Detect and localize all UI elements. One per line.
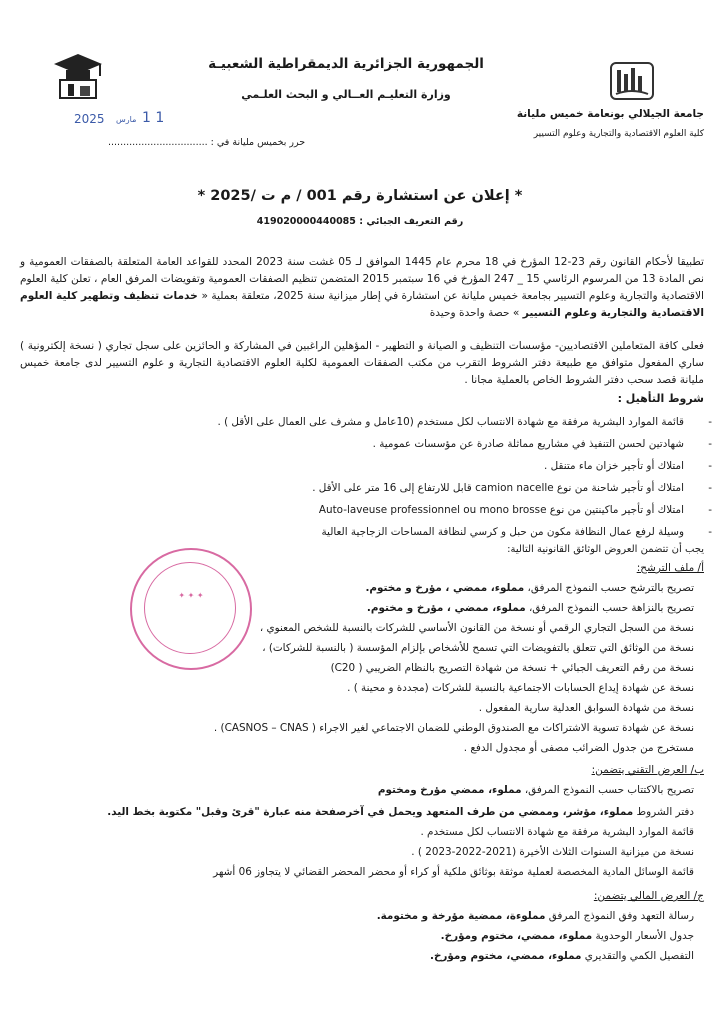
item-text: تصريح بالنزاهة حسب النموذج المرفق، xyxy=(525,602,694,614)
section-c-title-text: ج/ العرض المالي يتضمن: xyxy=(593,890,704,902)
section-a-item xyxy=(479,702,694,714)
university-logo-right xyxy=(610,62,654,100)
item-bold: مملوء، ممضي مؤرخ ومختوم xyxy=(377,784,522,796)
faculty-name: كلية العلوم الاقتصادية والتجارية وعلوم التسيير xyxy=(533,129,704,139)
intro-paragraph xyxy=(20,254,704,322)
item-text: قائمة الموارد البشرية مرفقة مع شهادة الانتساب لكل مستخدم . xyxy=(420,826,694,838)
section-a-item xyxy=(365,582,694,594)
university-logo-left xyxy=(52,50,104,102)
item-text: تصريح بالاكتتاب حسب النموذج المرفق، xyxy=(521,784,694,796)
section-a-item xyxy=(262,642,694,654)
intro-paragraph-2: فعلى كافة المتعاملين الاقتصاديين- مؤسسات التنظيف و الصيانة و التطهير - المؤهلين الراغبين في المشاركة و الحائزين على سجل تجاري ( نسخة إلكترونية ) ساري المفعول متوافق مع طبيعة دفتر الشروط التقرب من مكتب الصفقات العمومية لكلية العلوم الاقتصادية التجارية و علوم التسيير لدى جامعة خميس مليانة قصد سحب دفتر الشروط الخاص بالعملية مجانا . xyxy=(20,340,704,386)
section-b-title xyxy=(592,764,704,776)
item-text: قائمة الوسائل المادية المخصصة لعملية موثقة بوثائق ملكية أو كراء أو محضر المحضر القضائي لا يتجاوز 06 أشهر xyxy=(213,866,694,878)
item-text: تصريح بالترشح حسب النموذج المرفق، xyxy=(524,582,694,594)
section-b-item xyxy=(213,866,694,878)
item-bold: مملوء، ممضي، مختوم ومؤرخ. xyxy=(430,950,582,962)
section-b-item xyxy=(411,846,694,858)
section-a-item xyxy=(367,602,694,614)
announcement-title: * إعلان عن استشارة رقم 001 / م ت /2025 * xyxy=(197,188,523,204)
section-b-item xyxy=(107,806,694,818)
section-b-title-text: ب/ العرض التقني يتضمن: xyxy=(591,764,704,776)
republic-title: الجمهورية الجزائرية الديمقراطية الشعبيـة xyxy=(208,56,484,72)
item-bold: مملوء، مؤشر، وممضي من طرف المتعهد ويحمل في آخرصفحة منه عبارة "قرئ وقبل" مكتوبة بخط اليد. xyxy=(107,806,634,818)
item-text: جدول الأسعار الوحدوية xyxy=(592,930,694,942)
intro-operation-name: خدمات تنظيف وتطهير كلية العلوم الاقتصادية والتجارية وعلوم التسيير xyxy=(20,290,704,319)
tax-id: رقم التعريف الجبائي : 419020000440085 xyxy=(256,216,464,227)
intro-text-1: تطبيقا لأحكام القانون رقم 23-12 المؤرخ في 18 محرم عام 1445 الموافق لـ 05 غشت سنة 2023 المحدد للقواعد العامة المتعلقة بالصفقات العمومية و نص المادة 13 من المرسوم الرئاسي 15 _ 247 المؤرخ في 16 سبتمبر 2015 المتضمن تنظيم الصفقات العمومية وتفويضات المرفق العام ، تعلن كلية العلوم الاقتصادية والتجارية وعلوم التسيير بجامعة خميس مليانة عن استشارة في إطار ميزانية سنة 2025، متعلقة بعملية « xyxy=(20,256,705,302)
item-bold: مملوءة، ممضية مؤرخة و مختومة. xyxy=(376,910,546,922)
issued-at: حرر بخميس مليانة في : ................................. xyxy=(108,137,306,148)
item-text: نسخة من السجل التجاري الرقمي أو نسخة من القانون الأساسي للشركات بالنسبة للشخص المعنوي ، xyxy=(259,622,694,634)
section-a-item xyxy=(347,682,694,694)
official-stamp: ✦ ✦ ✦ xyxy=(130,548,252,670)
date-month: مارس xyxy=(116,115,137,124)
qualification-item: - قائمة الموارد البشرية مرفقة مع شهادة الانتساب لكل مستخدم (10عامل و مشرف على العمال على الأقل ) . xyxy=(217,416,684,428)
item-text: دفتر الشروط xyxy=(633,806,694,818)
date-day: 1 1 xyxy=(142,110,165,126)
qualification-item: - امتلاك أو تأجير خزان ماء متنقل . xyxy=(544,460,684,472)
item-text: التفصيل الكمي والتقديري xyxy=(581,950,694,962)
university-emblem-icon xyxy=(612,64,652,98)
date-year: 2025 xyxy=(74,112,105,126)
item-text: نسخة عن شهادة تسوية الاشتراكات مع الصندوق الوطني للضمان الاجتماعي لغير الاجراء ( CASNOS – CNAS) . xyxy=(213,722,694,734)
qualification-item: - شهادتين لحسن التنفيذ في مشاريع مماثلة صادرة عن مؤسسات عمومية . xyxy=(373,438,684,450)
qualification-item: - امتلاك أو تأجير ماكينتين من نوع Auto-laveuse professionnel ou mono brosse xyxy=(319,504,684,516)
qualifications-title: شروط التأهيل : xyxy=(617,392,704,405)
university-name: جامعة الجيلالي بونعامة خميس مليانة xyxy=(516,108,704,120)
item-text: نسخة من رقم التعريف الجبائي + نسخة من شهادة التصريح بالنظام الضريبي ( C20) xyxy=(330,662,694,674)
section-c-item xyxy=(377,910,694,922)
section-a-item xyxy=(331,662,694,674)
item-text: مستخرج من جدول الضرائب مصفى أو مجدول الدفع . xyxy=(463,742,694,754)
section-b-item xyxy=(420,826,694,838)
ministry-title: وزارة التعليـم العــالي و البحث العلـمي xyxy=(241,88,451,101)
intro-text-2: » حصة واحدة وحيدة xyxy=(429,307,523,319)
item-text: رسالة التعهد وفق النموذج المرفق xyxy=(545,910,694,922)
item-bold: مملوء، ممضي ، مؤرخ و مختوم. xyxy=(365,582,525,594)
item-text: نسخة عن شهادة إيداع الحسابات الاجتماعية بالنسبة للشركات (مجددة و محينة ) . xyxy=(347,682,694,694)
documents-intro: يجب أن تتضمن العروض الوثائق القانونية التالية: xyxy=(507,544,704,555)
item-text: نسخة من ميزانية السنوات الثلاث الأخيرة (2021-2022-2023 ) . xyxy=(411,846,694,858)
section-a-title-text: أ/ ملف الترشح: xyxy=(636,562,704,574)
section-a-item xyxy=(464,742,694,754)
section-a-item xyxy=(214,722,694,734)
qualification-item: - امتلاك أو تأجير شاحنة من نوع camion nacelle قابل للارتفاع إلى 16 متر على الأقل . xyxy=(312,482,684,494)
qualification-item: - وسيلة لرفع عمال النظافة مكون من حبل و كرسي لنظافة المساحات الزجاجية العالية xyxy=(321,526,684,538)
section-a-item xyxy=(260,622,694,634)
item-bold: مملوء، ممضي، مختوم ومؤرخ. xyxy=(440,930,593,942)
item-text: نسخة من الوثائق التي تتعلق بالتفويضات التي تسمح للأشخاص بإلزام المؤسسة ( بالنسبة للشركات) ، xyxy=(262,642,694,654)
section-c-item xyxy=(430,950,694,962)
section-c-item xyxy=(441,930,694,942)
section-a-title xyxy=(637,562,704,574)
item-bold: مملوء، ممضي ، مؤرخ و مختوم. xyxy=(366,602,526,614)
item-text: نسخة من شهادة السوابق العدلية سارية المفعول . xyxy=(478,702,694,714)
graduation-cap-icon xyxy=(52,50,104,102)
section-b-item xyxy=(378,784,694,796)
section-c-title xyxy=(594,890,704,902)
